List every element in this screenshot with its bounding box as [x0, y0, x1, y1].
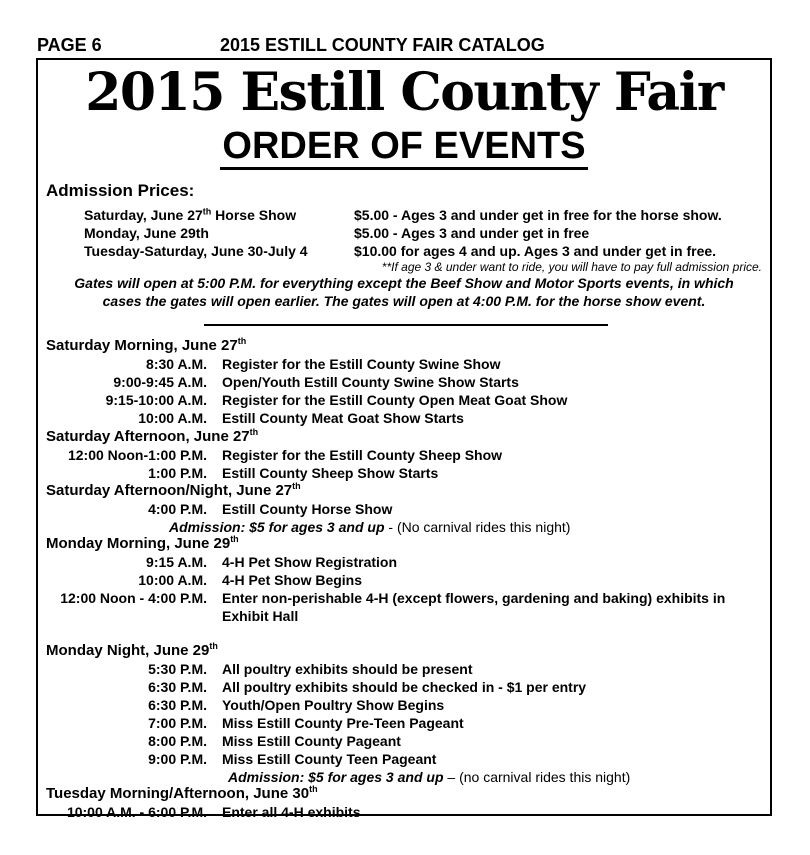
event-row [38, 391, 774, 409]
section-heading: Saturday Afternoon/Night, June 27th [46, 481, 301, 499]
event-description: Open/Youth Estill County Swine Show Starts [222, 374, 519, 390]
page-header [37, 34, 777, 56]
admission-note: Admission: $5 for ages 3 and up - (No carnival rides this night) [169, 519, 571, 535]
event-row [38, 373, 774, 391]
event-row [38, 553, 774, 571]
events-frame [36, 58, 772, 820]
event-row [38, 446, 774, 464]
event-description: 4-H Pet Show Registration [222, 554, 398, 570]
event-time: 1:00 P.M. [148, 465, 207, 481]
event-time: 6:30 P.M. [148, 679, 207, 695]
event-row [38, 803, 774, 821]
gates-note-line: cases the gates will open earlier. The gates will open at 4:00 P.M. for the horse show event. [102, 293, 706, 309]
event-time: 8:00 P.M. [148, 733, 207, 749]
section-heading: Tuesday Morning/Afternoon, June 30th [46, 784, 318, 802]
event-description: Register for the Estill County Open Meat Goat Show [222, 392, 568, 408]
ride-note: **If age 3 & under want to ride, you will have to pay full admission price. [381, 260, 762, 274]
section-heading: Saturday Afternoon, June 27th [46, 427, 259, 445]
event-time: 12:00 Noon - 4:00 P.M. [60, 590, 207, 606]
event-description: Miss Estill County Teen Pageant [222, 751, 437, 767]
event-time: 10:00 A.M. [138, 410, 207, 426]
event-row [38, 678, 774, 696]
gates-note-line: Gates will open at 5:00 P.M. for everything except the Beef Show and Motor Sports events, in which [74, 275, 734, 291]
event-row [38, 409, 774, 427]
fair-title: 2015 Estill County Fair [85, 62, 723, 123]
event-time: 5:30 P.M. [148, 661, 207, 677]
event-description: Miss Estill County Pageant [222, 733, 401, 749]
event-description: Enter non-perishable 4-H (except flowers, gardening and baking) exhibits in Exhibit Hall [222, 590, 726, 624]
event-time: 9:15-10:00 A.M. [105, 392, 207, 408]
event-description: All poultry exhibits should be present [222, 661, 473, 677]
price-value: $5.00 - Ages 3 and under get in free [354, 225, 590, 241]
admission-note: Admission: $5 for ages 3 and up – (no carnival rides this night) [228, 769, 631, 785]
event-description: Estill County Horse Show [222, 501, 393, 517]
event-row [38, 732, 774, 750]
section-divider [204, 324, 608, 326]
event-row [38, 571, 774, 589]
event-description: Youth/Open Poultry Show Begins [222, 697, 445, 713]
event-row [38, 500, 774, 518]
event-time: 12:00 Noon-1:00 P.M. [67, 447, 207, 463]
order-of-events-text: ORDER OF EVENTS [220, 125, 587, 170]
section-heading: Saturday Morning, June 27th [46, 336, 247, 354]
event-time: 9:00 P.M. [148, 751, 207, 767]
price-label: Tuesday-Saturday, June 30-July 4 [84, 243, 308, 259]
event-row [38, 750, 774, 768]
event-time: 4:00 P.M. [148, 501, 207, 517]
event-row [38, 660, 774, 678]
event-description: 4-H Pet Show Begins [222, 572, 363, 588]
event-description: Miss Estill County Pre-Teen Pageant [222, 715, 464, 731]
price-value: $10.00 for ages 4 and up. Ages 3 and under get in free. [354, 243, 717, 259]
event-row [38, 696, 774, 714]
event-time: 7:00 P.M. [148, 715, 207, 731]
gates-note [38, 274, 770, 310]
event-description: Register for the Estill County Swine Show [222, 356, 501, 372]
event-description: Estill County Sheep Show Starts [222, 465, 439, 481]
order-of-events-heading [38, 124, 770, 168]
event-row [38, 714, 774, 732]
page-number: PAGE 6 [37, 35, 102, 55]
event-description: All poultry exhibits should be checked in - $1 per entry [222, 679, 587, 695]
event-row [38, 589, 774, 625]
event-row [38, 464, 774, 482]
event-time: 9:00-9:45 A.M. [113, 374, 207, 390]
event-description: Enter all 4-H exhibits [222, 804, 361, 820]
event-time: 10:00 A.M. [138, 572, 207, 588]
admission-heading: Admission Prices: [46, 181, 195, 200]
event-time: 9:15 A.M. [146, 554, 207, 570]
event-time: 6:30 P.M. [148, 697, 207, 713]
price-value: $5.00 - Ages 3 and under get in free for the horse show. [354, 207, 722, 223]
section-heading: Monday Morning, June 29th [46, 534, 239, 552]
catalog-title: 2015 ESTILL COUNTY FAIR CATALOG [220, 35, 545, 55]
event-time: 10:00 A.M. - 6:00 P.M. [66, 804, 207, 820]
event-row [38, 355, 774, 373]
section-heading: Monday Night, June 29th [46, 641, 218, 659]
event-description: Register for the Estill County Sheep Show [222, 447, 503, 463]
price-label: Monday, June 29th [84, 225, 209, 241]
event-time: 8:30 A.M. [146, 356, 207, 372]
event-description: Estill County Meat Goat Show Starts [222, 410, 464, 426]
price-label: Saturday, June 27th Horse Show [84, 206, 297, 223]
